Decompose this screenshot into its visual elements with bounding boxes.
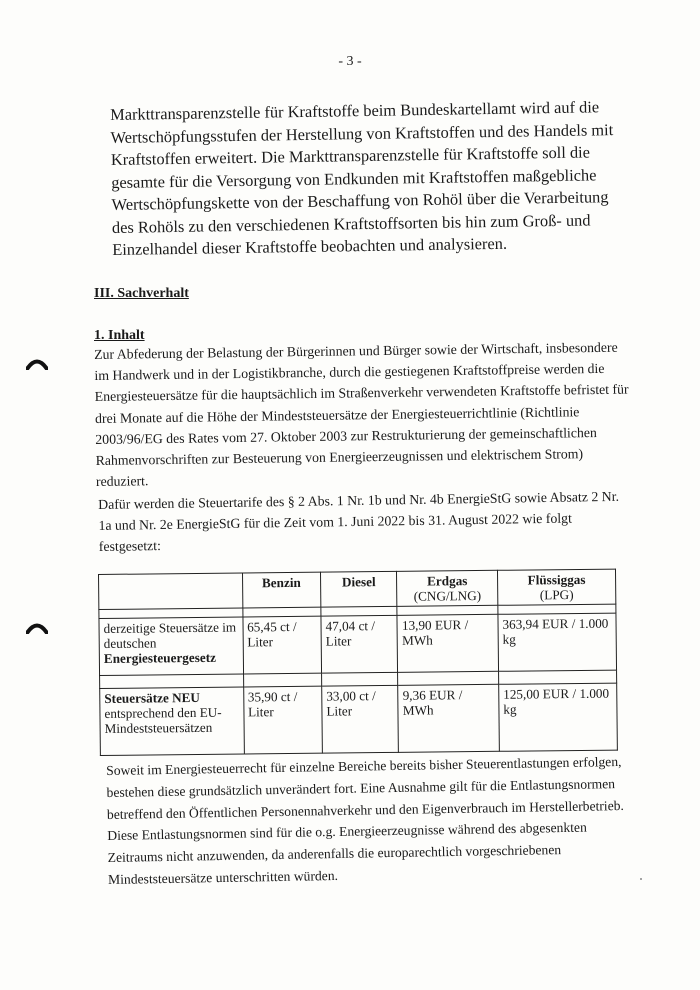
cell-current-diesel: 47,04 ct / Liter	[321, 615, 398, 673]
cell-new-erdgas: 9,36 EUR / MWh	[398, 684, 499, 752]
soweit-paragraph: Soweit im Energiesteuerrecht für einzelne Bereiche bereits bisher Steuerentlastungen erfolgen, bestehen diese grundsätzlich unverändert fort. Eine Ausnahme gilt für die Entlastungsnormen betreffend den Öffentlichen Personennahverkehr und den Eigenverbrauch im Herstellerbetrieb. Diese Entlastungsnormen sind für die o.g. Energieerzeugnisse während des abgesenkten Zeitraums nicht anzuwenden, da anderenfalls die europarechtlich vorgeschriebenen Mindeststeuersätze unterschritten würden.	[106, 754, 624, 887]
cell-current-erdgas: 13,90 EUR / MWh	[397, 614, 498, 672]
header-empty-cell	[99, 573, 243, 610]
cell-current-benzin: 65,45 ct / Liter	[243, 616, 322, 674]
header-benzin: Benzin	[242, 572, 321, 608]
header-erdgas	[397, 570, 498, 606]
cell-new-benzin: 35,90 ct / Liter	[243, 686, 322, 754]
cell-new-fluessiggas: 125,00 EUR / 1.000 kg	[499, 683, 618, 751]
header-fluessiggas	[497, 569, 615, 605]
sub-heading: 1. Inhalt	[94, 328, 145, 343]
margin-mark-icon	[26, 620, 48, 634]
scan-speck	[640, 878, 642, 880]
header-erdgas-sub: (CNG/LNG)	[413, 587, 482, 604]
header-fluessiggas-sub: (LPG)	[539, 587, 574, 603]
row-label-current	[99, 617, 243, 676]
cell-new-diesel: 33,00 ct / Liter	[322, 685, 399, 753]
table-header-row	[99, 569, 616, 609]
dafuer-paragraph: Dafür werden die Steuertarife des § 2 Abs. 1 Nr. 1b und Nr. 4b EnergieStG sowie Absatz 2 Nr. 1a und Nr. 2e EnergieStG für die Zeit vom 1. Juni 2022 bis 31. August 2022 wie folgt festgesetzt:	[98, 488, 620, 554]
row-label-new-bold: Steuersätze NEU	[104, 689, 200, 706]
row-label-current-bold: Energiesteuergesetz	[103, 649, 217, 666]
tax-rate-table	[98, 569, 618, 756]
header-diesel: Diesel	[320, 571, 397, 607]
row-label-current-text: derzeitige Steuersätze im deutschen	[103, 619, 237, 651]
section-heading: III. Sachverhalt	[94, 286, 189, 301]
margin-mark-icon	[26, 356, 48, 370]
header-erdgas-label: Erdgas	[426, 573, 468, 589]
intro-paragraph: Markttransparenzstelle für Kraftstoffe beim Bundeskartellamt wird auf die Wertschöpfungsstufen der Herstellung von Kraftstoffen und des Handels mit Kraftstoffen erweitert. Die Markttransparenzstelle für Kraftstoffe soll die gesamte für die Versorgung von Endkunden mit Kraftstoffen maßgebliche Wertschöpfungskette von der Beschaffung von Rohöl über die Verarbeitung des Rohöls zu den verschiedenen Kraftstoffsorten bis hin zum Groß- und Einzelhandel dieser Kraftstoffe beobachten und analysieren.	[110, 97, 614, 259]
header-fluessiggas-label: Flüssiggas	[527, 571, 586, 588]
cell-current-fluessiggas: 363,94 EUR / 1.000 kg	[498, 613, 617, 671]
row-label-new-text: entsprechend den EU-Mindeststeuersätzen	[104, 704, 222, 736]
page-number: - 3 -	[338, 54, 362, 69]
row-label-new	[100, 687, 244, 755]
table-row	[99, 613, 617, 675]
inhalt-paragraph: Zur Abfederung der Belastung der Bürgerinnen und Bürger sowie der Wirtschaft, insbesondere im Handwerk und in der Logistikbranche, durch die gestiegenen Kraftstoffpreise werden die Energiesteuersätze für die hauptsächlich im Straßenverkehr verwendeten Kraftstoffe befristet für drei Monate auf die Höhe der Mindeststeuersätze der Energiesteuerrichtlinie (Richtlinie 2003/96/EG des Rates vom 27. Oktober 2003 zur Restrukturierung der gemeinschaftlichen Rahmenvorschriften zur Besteuerung von Energieerzeugnissen und elektrischem Strom) reduziert.	[94, 339, 629, 490]
table-row	[100, 683, 618, 755]
